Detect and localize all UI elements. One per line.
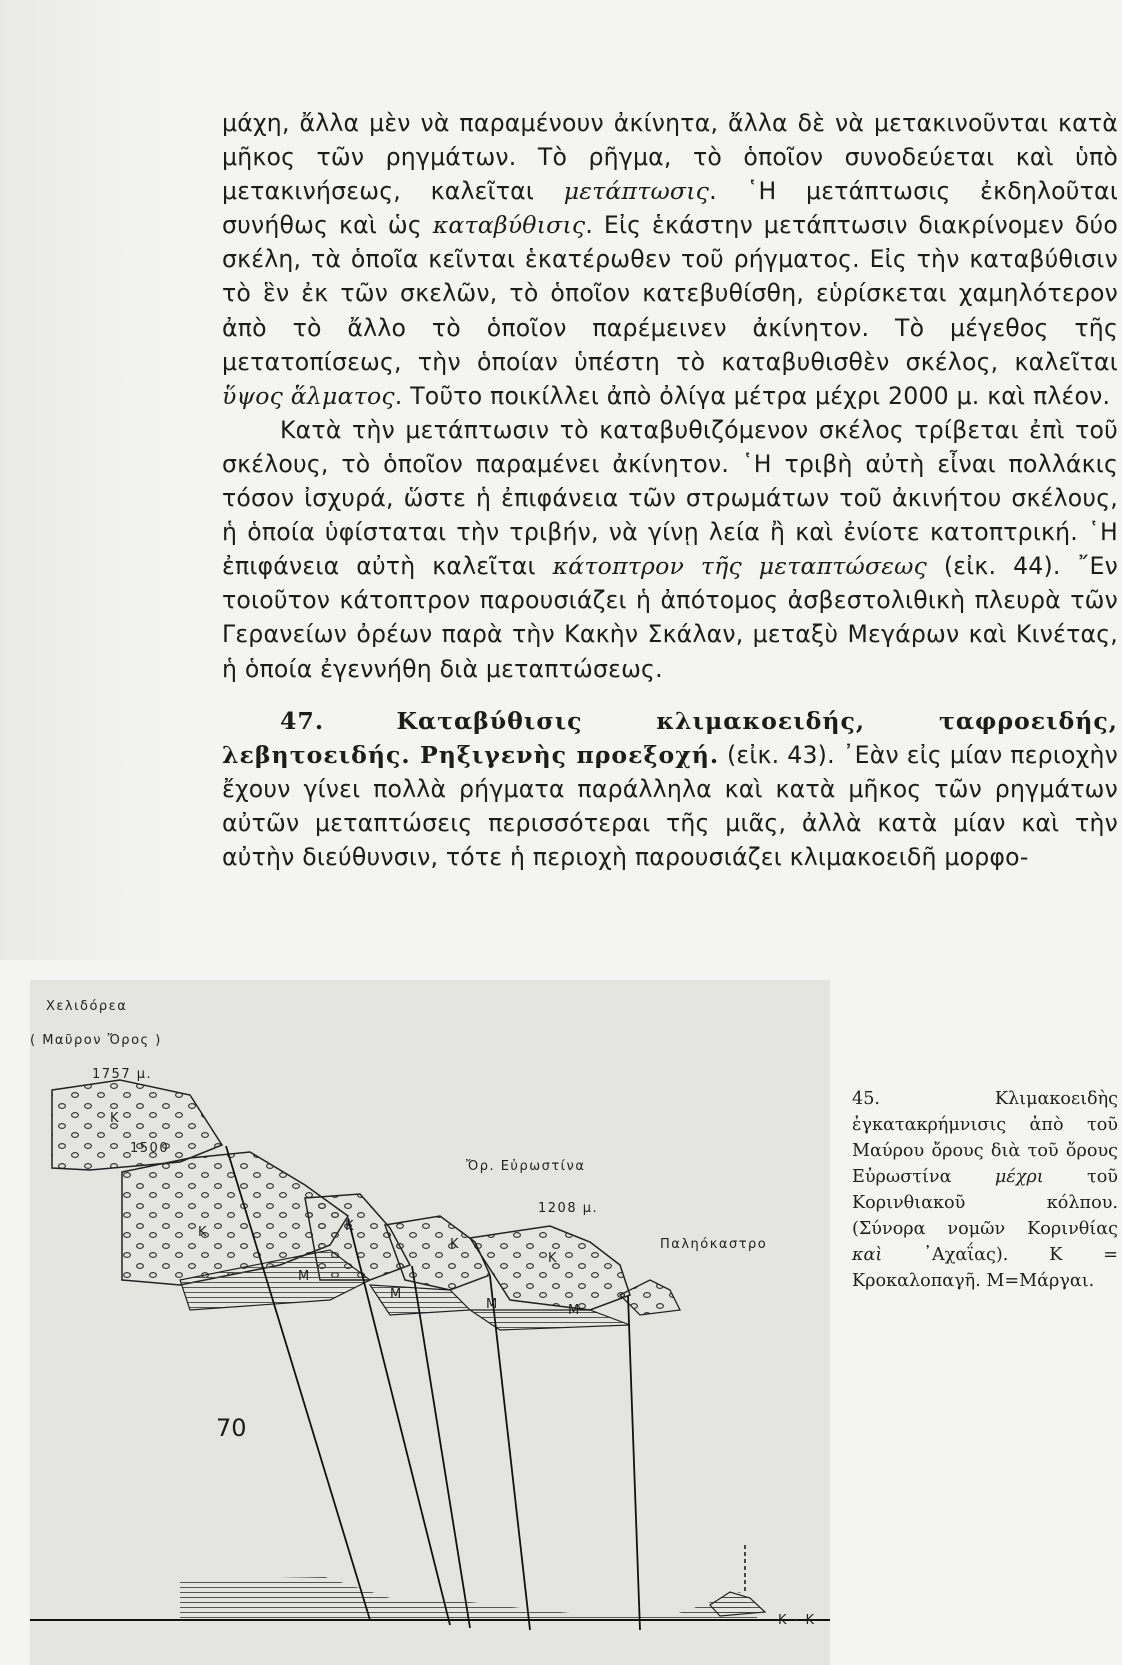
- figure-background: [30, 980, 830, 1665]
- geologic-cross-section: [30, 980, 830, 1665]
- figure-caption: 45. Κλιμακοειδὴς ἐγκατακρήμνισις ἀπὸ τοῦ Μαύρου ὄρους διὰ τοῦ ὄρους Εὐρωστίνα μέχρι τοῦ Κορινθιακοῦ κόλπου. (Σύνορα νομῶν Κορινθίας καὶ ᾿Αχαΐας). Κ = Κροκαλοπαγῆ. Μ=Μάργαι.: [852, 1089, 1118, 1291]
- term-metaptosis: μετάπτωσις: [563, 177, 710, 206]
- label-k-3: K: [345, 1219, 356, 1234]
- paragraph-2: Κατὰ τὴν μετάπτωσιν τὸ καταβυθιζόμενον σκέλος τρίβεται ἐπὶ τοῦ σκέλους, τὸ ὁποῖον παραμένει ἀκίνητον. ῾Η τριβὴ αὐτὴ εἶναι πολλάκις τόσον ἰσχυρά, ὥστε ἡ ἐπιφάνεια τῶν στρωμάτων τοῦ ἀκινήτου σκέλους, ἡ ὁποία ὑφίσταται τὴν τριβήν, νὰ γίνῃ λεία ἢ καὶ ἐνίοτε κατοπτρική. ῾Η ἐπιφάνεια αὐτὴ καλεῖται κάτοπτρον τῆς μεταπτώσεως (εἰκ. 44). ῎Εν τοιοῦτον κάτοπτρον παρουσιάζει ἡ ἀπότομος ἀσβεστολιθικὴ πλευρὰ τῶν Γερανείων ὀρέων παρὰ τὴν Κακὴν Σκάλαν, μεταξὺ Μεγάρων καὶ Κινέτας, ἡ ὁποία ἐγεννήθη διὰ μεταπτώσεως.: [222, 415, 1118, 683]
- label-elevation-1757: 1757 μ.: [92, 1067, 153, 1082]
- page-number: 70: [216, 1414, 247, 1442]
- label-k-k: K - K: [778, 1613, 816, 1628]
- label-helidorea: Χελιδόρεα: [46, 999, 128, 1014]
- label-k-5: K: [548, 1251, 559, 1266]
- label-mavron-oros: ( Μαῦρον Ὄρος ): [30, 1033, 162, 1048]
- label-elevation-1208: 1208 μ.: [538, 1201, 599, 1216]
- body-text: [222, 106, 1118, 874]
- section-text: (εἰκ. 43). ᾿Εὰν εἰς μίαν περιοχὴν ἔχουν γίνει πολλὰ ρήγματα παράλληλα καὶ κατὰ μῆκος τῶν ρηγμάτων αὐτῶν μεταπτώσεις περισσότεραι τῆς μιᾶς, ἀλλὰ κατὰ μίαν καὶ τὴν αὐτὴν διεύθυνσιν, τότε ἡ περιοχὴ παρουσιάζει κλιμακοειδῆ μορφο-: [222, 740, 1119, 871]
- section-47: [222, 704, 1118, 874]
- label-k-4: K: [450, 1237, 461, 1252]
- label-m-1: M: [298, 1269, 311, 1284]
- section-number: 47.: [280, 706, 325, 735]
- section-title: Καταβύθισις κλιμακοειδής, ταφροειδής, λεβητοειδής. Ρηξιγενὴς προεξοχή.: [222, 706, 1119, 769]
- label-m-2: M: [390, 1287, 403, 1302]
- label-k-1: K: [110, 1111, 121, 1126]
- label-m-4: M: [568, 1303, 581, 1318]
- term-ypsos-halmatos: ὕψος ἅλματος: [222, 381, 395, 410]
- scan-margin-shadow: [0, 0, 190, 960]
- label-m-3: M: [486, 1297, 499, 1312]
- label-eurostina: Ὄρ. Εὐρωστίνα: [466, 1159, 586, 1174]
- paragraph-1: μάχη, ἄλλα μὲν νὰ παραμένουν ἀκίνητα, ἄλλα δὲ νὰ μετακινοῦνται κατὰ μῆκος τῶν ρηγμάτων. Τὸ ρῆγμα, τὸ ὁποῖον συνοδεύεται καὶ ὑπὸ μετακινήσεως, καλεῖται μετάπτωσις. ῾Η μετάπτωσις ἐκδηλοῦται συνήθως καὶ ὡς καταβύθισις. Εἰς ἑκάστην μετάπτωσιν διακρίνομεν δύο σκέλη, τὰ ὁποῖα κεῖνται ἑκατέρωθεν τοῦ ρήγματος. Εἰς τὴν καταβύθισιν τὸ ἓν ἐκ τῶν σκελῶν, τὸ ὁποῖον κατεβυθίσθη, εὑρίσκεται χαμηλότερον ἀπὸ τὸ ἄλλο τὸ ὁποῖον παρέμεινεν ἀκίνητον. Τὸ μέγεθος τῆς μετατοπίσεως, τὴν ὁποίαν ὑπέστη τὸ καταβυθισθὲν σκέλος, καλεῖται ὕψος ἅλματος. Τοῦτο ποικίλλει ἀπὸ ὀλίγα μέτρα μέχρι 2000 μ. καὶ πλέον.: [222, 109, 1118, 410]
- label-k-2: K: [198, 1225, 209, 1240]
- label-paliokastro: Παληόκαστρο: [660, 1237, 768, 1252]
- term-katoptron: κάτοπτρον τῆς μεταπτώσεως: [552, 552, 927, 581]
- figure-45-diagram: [30, 980, 830, 1665]
- term-katavythisis: καταβύθισις: [432, 211, 586, 240]
- label-1500: 1500: [130, 1141, 170, 1156]
